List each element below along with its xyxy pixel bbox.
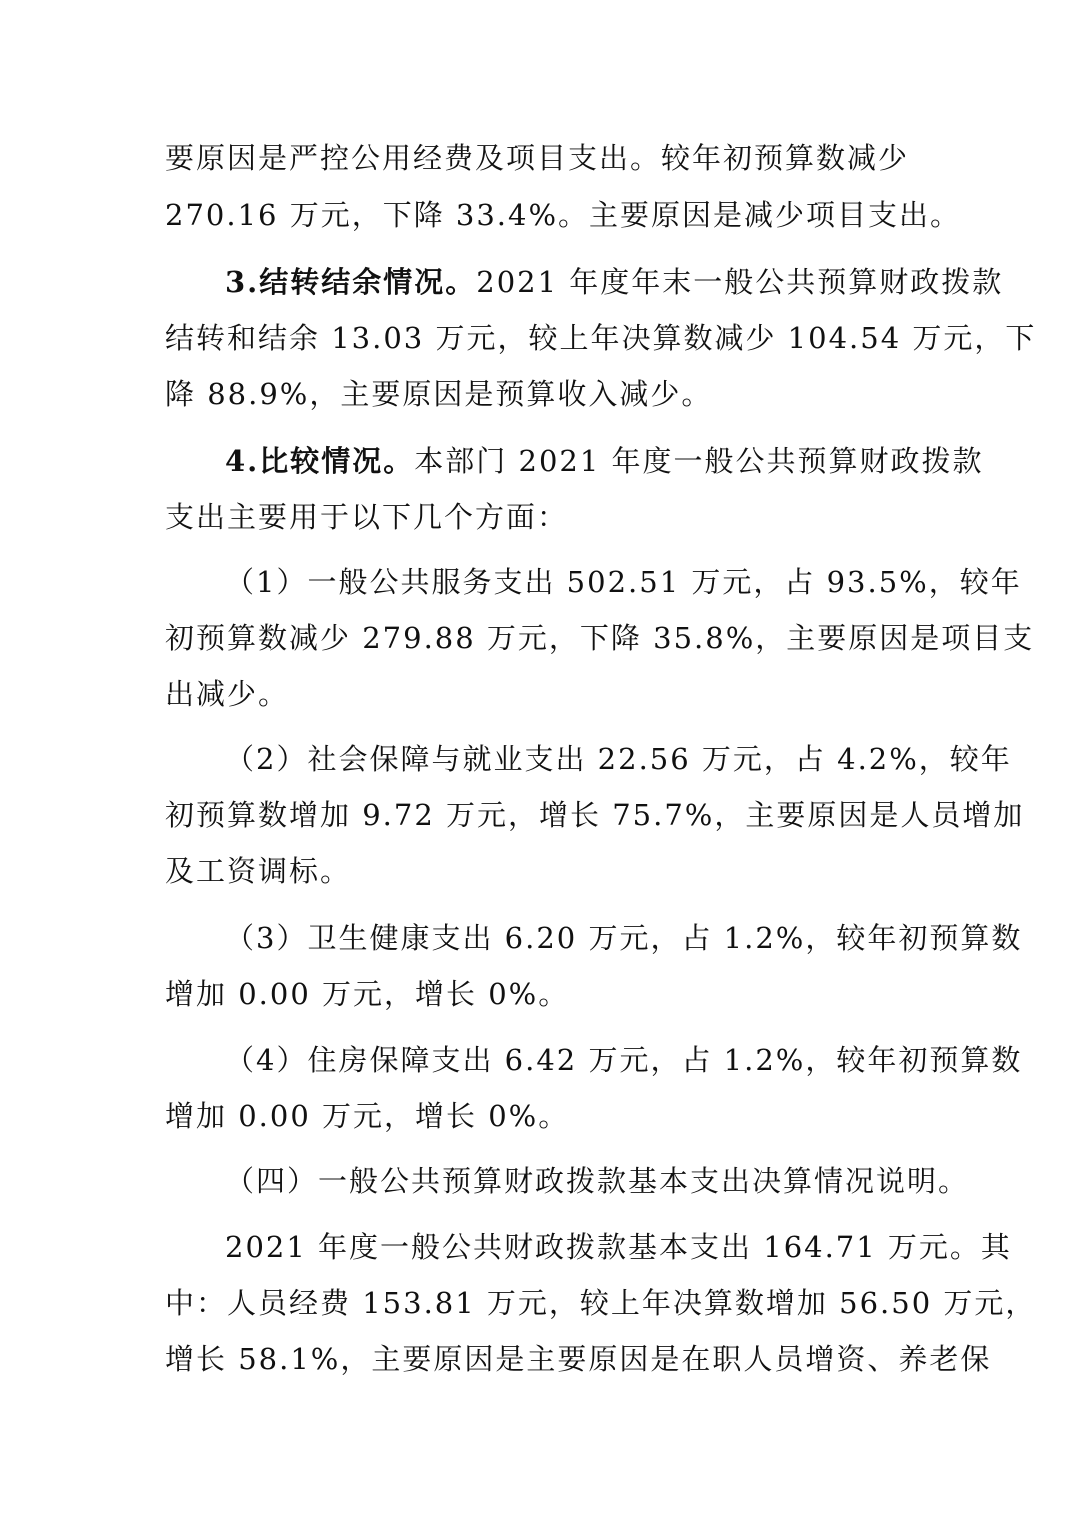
paragraph-line: （2）社会保障与就业支出 22.56 万元，占 4.2%，较年 <box>225 742 1012 776</box>
section-heading: 4.比较情况。 <box>225 444 415 478</box>
paragraph-line: 增长 58.1%，主要原因是主要原因是在职人员增资、养老保 <box>165 1342 992 1376</box>
paragraph-line: 270.16 万元，下降 33.4%。主要原因是减少项目支出。 <box>165 198 962 232</box>
paragraph-line: 要原因是严控公用经费及项目支出。较年初预算数减少 <box>165 141 910 175</box>
paragraph-line: （3）卫生健康支出 6.20 万元，占 1.2%，较年初预算数 <box>225 921 1023 955</box>
paragraph-line: 增加 0.00 万元，增长 0%。 <box>165 1099 570 1133</box>
paragraph-line: 出减少。 <box>165 677 290 711</box>
paragraph-line: （4）住房保障支出 6.42 万元，占 1.2%，较年初预算数 <box>225 1043 1023 1077</box>
paragraph-line: 降 88.9%，主要原因是预算收入减少。 <box>165 377 713 411</box>
paragraph-line: 初预算数减少 279.88 万元，下降 35.8%，主要原因是项目支 <box>165 621 1035 655</box>
paragraph-line: 增加 0.00 万元，增长 0%。 <box>165 977 570 1011</box>
paragraph-line <box>225 262 1003 302</box>
paragraph-line: 结转和结余 13.03 万元，较上年决算数减少 104.54 万元，下 <box>165 321 1037 355</box>
section-heading: 3.结转结余情况。 <box>225 265 477 299</box>
paragraph-text: 本部门 2021 年度一般公共预算财政拨款 <box>414 444 984 478</box>
paragraph-line: 2021 年度一般公共财政拨款基本支出 164.71 万元。其 <box>225 1230 1012 1264</box>
paragraph-text: 2021 年度年末一般公共预算财政拨款 <box>476 265 1004 299</box>
paragraph-line: 及工资调标。 <box>165 854 352 888</box>
paragraph-line: 初预算数增加 9.72 万元，增长 75.7%，主要原因是人员增加 <box>165 798 1025 832</box>
paragraph-line: 支出主要用于以下几个方面： <box>165 500 569 534</box>
section-heading: （四）一般公共预算财政拨款基本支出决算情况说明。 <box>225 1164 970 1198</box>
paragraph-line <box>225 441 984 481</box>
paragraph-line: 中：人员经费 153.81 万元，较上年决算数增加 56.50 万元， <box>165 1286 1037 1320</box>
paragraph-line: （1）一般公共服务支出 502.51 万元，占 93.5%，较年 <box>225 565 1022 599</box>
